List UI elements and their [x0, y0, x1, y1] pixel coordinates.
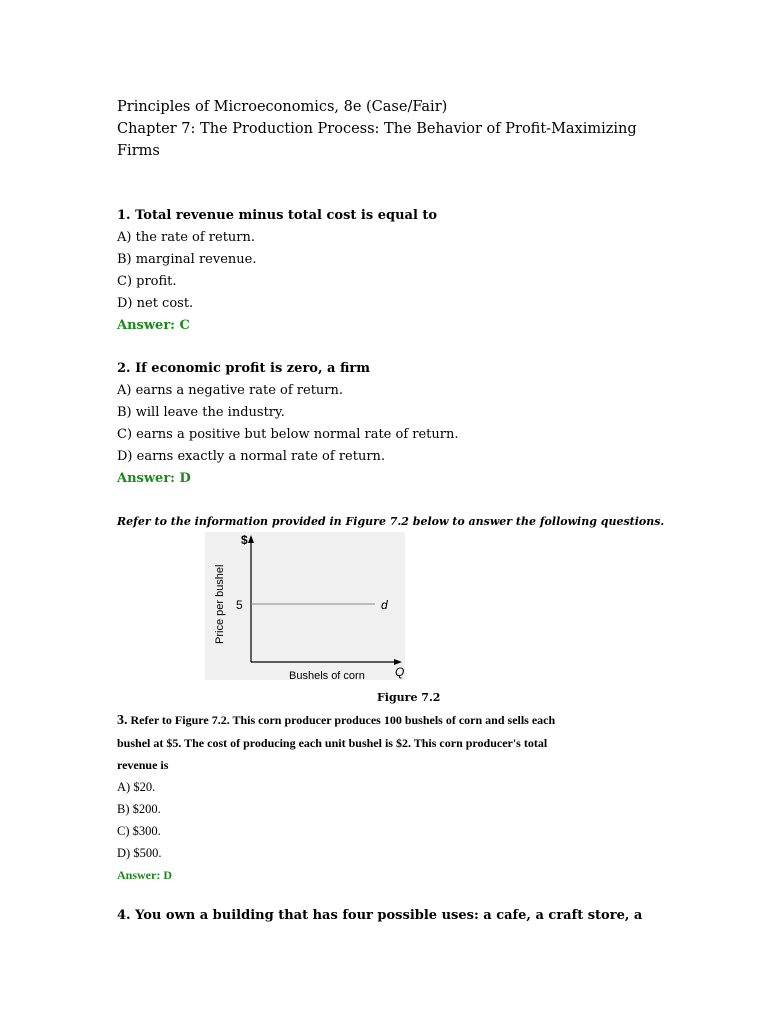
question-text: 1. Total revenue minus total cost is equal to [117, 208, 438, 223]
figure-7-2 [205, 532, 405, 680]
question-text: Refer to Figure 7.2. This corn producer produces 100 bushels of corn and sells each [127, 713, 556, 727]
option-a: A) the rate of return. [117, 230, 256, 245]
graph-background [205, 532, 405, 680]
option-c: C) $300. [117, 824, 161, 838]
question-2 [117, 358, 459, 490]
question-1 [117, 205, 437, 337]
price-tick-label: 5 [236, 598, 243, 612]
answer: Answer: D [117, 868, 172, 882]
question-4 [117, 905, 642, 927]
y-axis-label: Price per bushel [214, 564, 226, 644]
option-d: D) $500. [117, 846, 162, 860]
book-title: Principles of Microeconomics, 8e (Case/Fair) [117, 99, 448, 115]
option-b: B) marginal revenue. [117, 252, 257, 267]
option-a: A) $20. [117, 780, 156, 794]
option-c: C) earns a positive but below normal rate of return. [117, 427, 459, 442]
chapter-title-cont: Firms [117, 143, 160, 159]
option-a: A) earns a negative rate of return. [117, 383, 344, 398]
question-3 [117, 709, 677, 886]
option-d: D) net cost. [117, 296, 194, 311]
option-b: B) will leave the industry. [117, 405, 285, 420]
document-header [117, 96, 657, 162]
option-d: D) earns exactly a normal rate of return. [117, 449, 386, 464]
figure-caption: Figure 7.2 [377, 691, 441, 704]
figure-note: Refer to the information provided in Figure 7.2 below to answer the following questions. [117, 515, 665, 528]
question-text: 2. If economic profit is zero, a firm [117, 361, 371, 376]
demand-graph [205, 532, 405, 680]
question-text: 4. You own a building that has four possible uses: a cafe, a craft store, a [117, 908, 643, 923]
question-number: 3. [117, 713, 128, 728]
demand-line-label: d [381, 598, 388, 612]
answer: Answer: D [117, 471, 191, 486]
x-axis-symbol: Q [395, 665, 405, 679]
option-c: C) profit. [117, 274, 177, 289]
question-text-line1 [117, 709, 677, 732]
chapter-title: Chapter 7: The Production Process: The Behavior of Profit-Maximizing [117, 121, 637, 137]
answer: Answer: C [117, 318, 190, 333]
question-text-line2: bushel at $5. The cost of producing each unit bushel is $2. This corn producer's total [117, 736, 548, 750]
question-text-line3: revenue is [117, 758, 169, 772]
x-axis-label: Bushels of corn [289, 670, 365, 680]
y-axis-symbol: $ [241, 533, 248, 547]
option-b: B) $200. [117, 802, 161, 816]
